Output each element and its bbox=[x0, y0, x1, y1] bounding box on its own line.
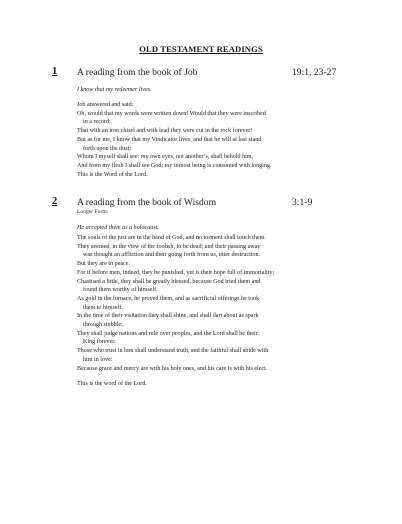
text-line: Because grace and mercy are with his holy ones, and his care is with his elect. bbox=[77, 365, 268, 372]
text-line: But as for me, I know that my Vindicator lives, and that he will at last stand bbox=[77, 136, 262, 143]
closing-line: This is the word of the Lord. bbox=[77, 381, 147, 388]
text-line: Oh, would that my words were written down! Would that they were inscribed bbox=[77, 110, 266, 117]
text-line: found them worthy of himself. bbox=[83, 287, 158, 294]
reading-theme: I know that my redeemer lives. bbox=[77, 87, 152, 93]
reading-number: 1 bbox=[52, 66, 58, 77]
page-title: OLD TESTAMENT READINGS bbox=[139, 44, 263, 54]
text-line: And from my flesh I shall see God; my inmost being is consumed with longing. bbox=[77, 162, 272, 169]
text-line: Chastised a little, they shall be greatly blessed, because God tried them and bbox=[77, 278, 261, 285]
text-line: through stubble; bbox=[83, 322, 123, 329]
text-line: them to himself. bbox=[83, 304, 123, 311]
text-line: They shall judge nations and rule over peoples, and the Lord shall be their bbox=[77, 330, 258, 337]
text-line: him in love: bbox=[83, 356, 113, 363]
text-line: Job answered and said: bbox=[77, 102, 134, 108]
reading-form: Longer Form: bbox=[77, 209, 109, 215]
reading-theme: He accepted them as a holocaust. bbox=[77, 225, 159, 231]
text-line: For if before men, indeed, they be punished, yet is their hope full of immortality; bbox=[77, 269, 275, 276]
text-line: This is the Word of the Lord. bbox=[77, 171, 148, 178]
text-line: was thought an affliction and their going forth from us, utter destruction. bbox=[83, 252, 261, 259]
text-line: That with an iron chisel and with lead they were cut in the rock forever! bbox=[77, 128, 253, 135]
reading-heading: A reading from the book of Job bbox=[77, 67, 198, 78]
text-line: in a record: bbox=[83, 119, 111, 126]
reading-citation: 3:1-9 bbox=[292, 197, 313, 208]
spacer bbox=[77, 373, 377, 380]
text-line: In the time of their visitation they shall shine, and shall dart about as spark bbox=[77, 313, 259, 320]
text-line: Whom I myself shall see: my own eyes, not another’s, shall behold him, bbox=[77, 154, 254, 161]
reading-text bbox=[77, 101, 377, 179]
reading-number: 2 bbox=[52, 196, 58, 207]
reading-text bbox=[77, 234, 377, 389]
text-line: Those who trust in him shall understand truth, and the faithful shall abide with bbox=[77, 348, 269, 355]
reading-heading: A reading from the book of Wisdom bbox=[77, 197, 217, 208]
reading-citation: 19:1, 23-27 bbox=[292, 67, 337, 78]
text-line: As gold in the furnace, he proved them, and as sacrificial offerings he took bbox=[77, 295, 260, 302]
text-line: King forever. bbox=[83, 339, 116, 346]
text-line: The souls of the just are in the hand of God, and no torment shall touch them. bbox=[77, 235, 266, 241]
text-line: But they are in peace. bbox=[77, 261, 130, 268]
text-line: forth upon the dust; bbox=[83, 145, 131, 152]
text-line: They seemed, in the view of the foolish, to be dead; and their passing away bbox=[77, 243, 261, 250]
